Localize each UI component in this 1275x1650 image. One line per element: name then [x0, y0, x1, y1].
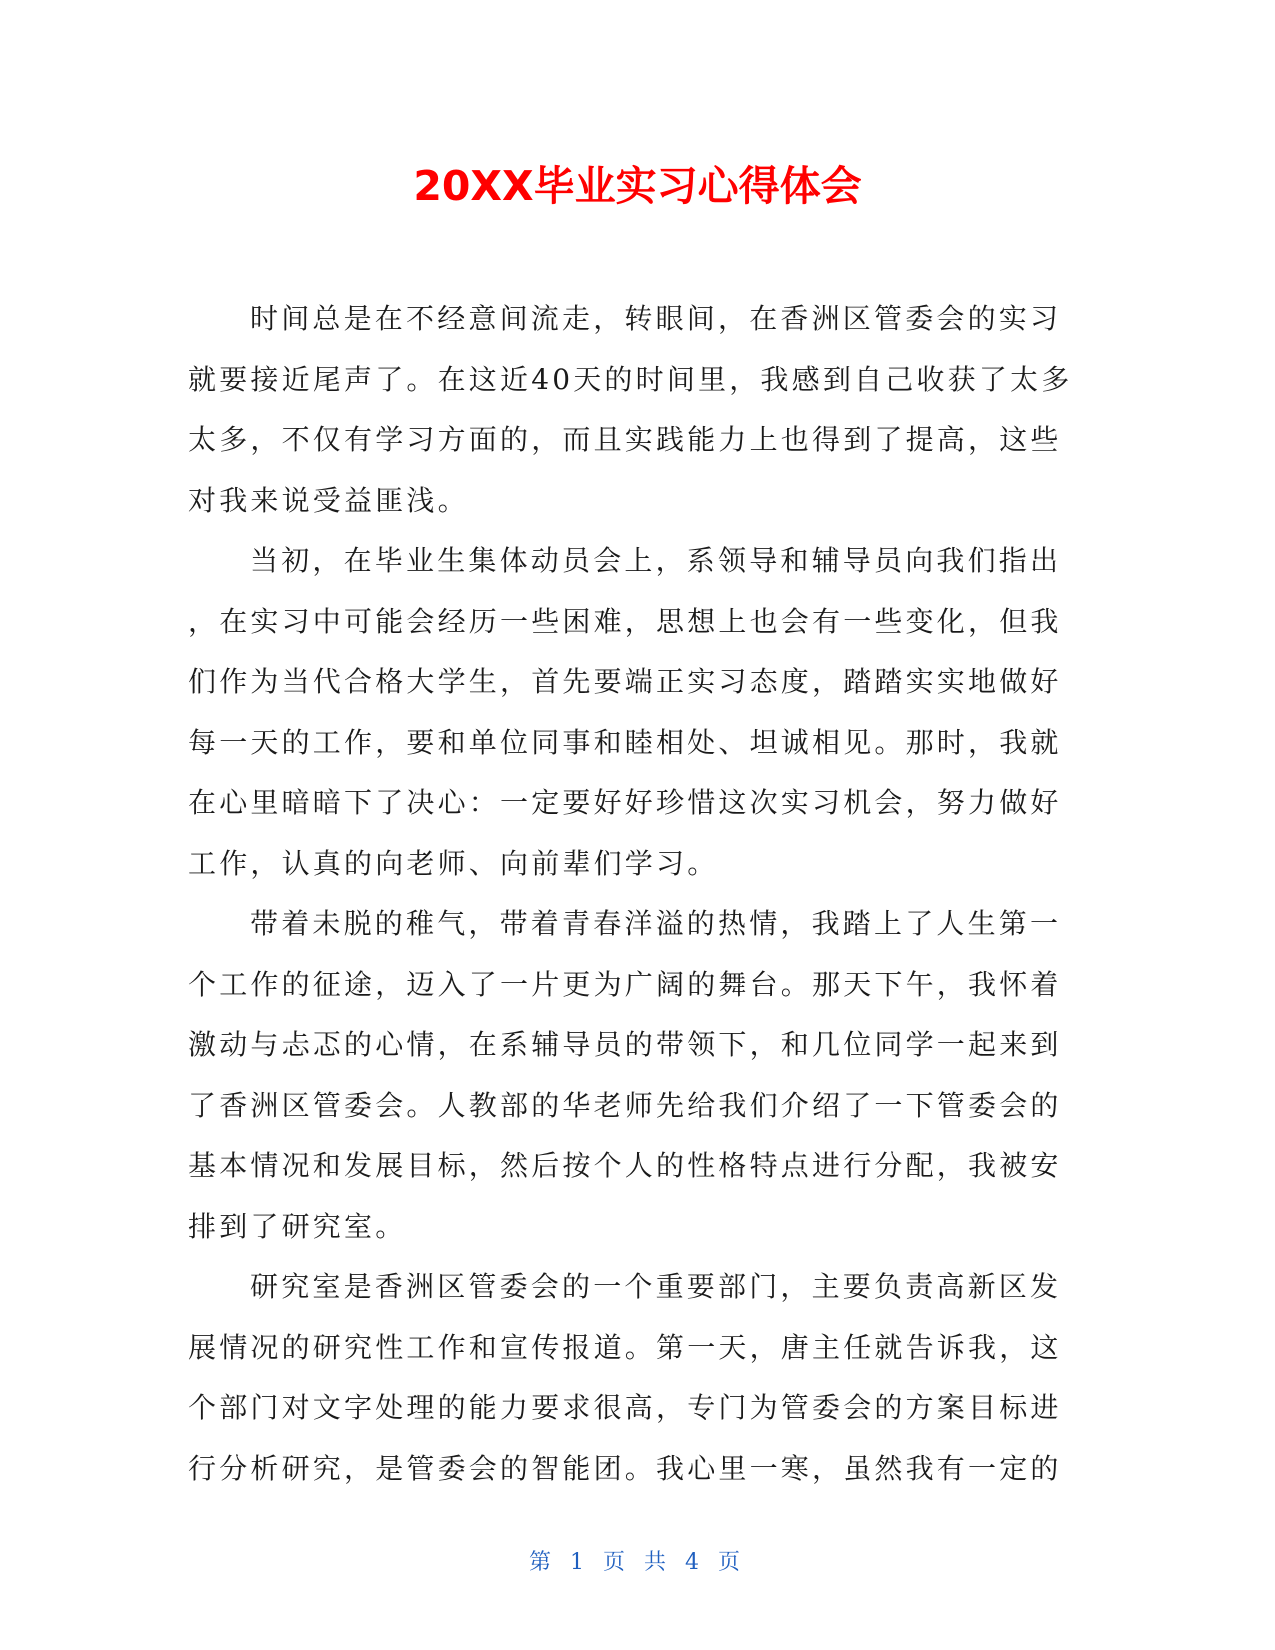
text-line: 个部门对文字处理的能力要求很高，专门为管委会的方案目标进: [188, 1391, 1062, 1424]
paragraph: [188, 1257, 1060, 1499]
text-line: 研究室是香洲区管委会的一个重要部门，主要负责高新区发: [250, 1270, 1062, 1303]
text-line: 基本情况和发展目标，然后按个人的性格特点进行分配，我被安: [188, 1149, 1062, 1182]
text-line: 当初，在毕业生集体动员会上，系领导和辅导员向我们指出: [250, 544, 1062, 577]
text-line: 在心里暗暗下了决心：一定要好好珍惜这次实习机会，努力做好: [188, 786, 1062, 819]
paragraph: [188, 289, 1073, 531]
text-line: 激动与忐忑的心情，在系辅导员的带领下，和几位同学一起来到: [188, 1028, 1062, 1061]
document-title: 20XX毕业实习心得体会: [413, 162, 862, 210]
text-line: 对我来说受益匪浅。: [188, 483, 469, 517]
text-line: 展情况的研究性工作和宣传报道。第一天，唐主任就告诉我，这: [188, 1330, 1062, 1364]
text-line: 个工作的征途，迈入了一片更为广阔的舞台。那天下午，我怀着: [188, 967, 1062, 1001]
text-line: 太多，不仅有学习方面的，而且实践能力上也得到了提高，这些: [188, 423, 1062, 456]
text-line: 了香洲区管委会。人教部的华老师先给我们介绍了一下管委会的: [188, 1088, 1062, 1122]
text-line: ，在实习中可能会经历一些困难，思想上也会有一些变化，但我: [188, 604, 1062, 638]
text-line: 带着未脱的稚气，带着青春洋溢的热情，我踏上了人生第一: [250, 907, 1062, 940]
text-line: 时间总是在不经意间流走，转眼间，在香洲区管委会的实习: [250, 302, 1062, 335]
text-line: 工作，认真的向老师、向前辈们学习。: [188, 846, 719, 880]
paragraph: [188, 894, 1060, 1257]
text-line: 们作为当代合格大学生，首先要端正实习态度，踏踏实实地做好: [188, 665, 1062, 698]
text-line: 就要接近尾声了。在这近40天的时间里，我感到自己收获了太多: [188, 362, 1073, 396]
text-line: 行分析研究，是管委会的智能团。我心里一寒，虽然我有一定的: [188, 1451, 1062, 1485]
text-line: 每一天的工作，要和单位同事和睦相处、坦诚相见。那时，我就: [188, 725, 1062, 759]
text-line: 排到了研究室。: [188, 1209, 407, 1243]
paragraph: [188, 531, 1060, 894]
document-body: [188, 289, 1073, 1499]
page-footer: 第 1 页 共 4 页: [529, 1550, 746, 1575]
